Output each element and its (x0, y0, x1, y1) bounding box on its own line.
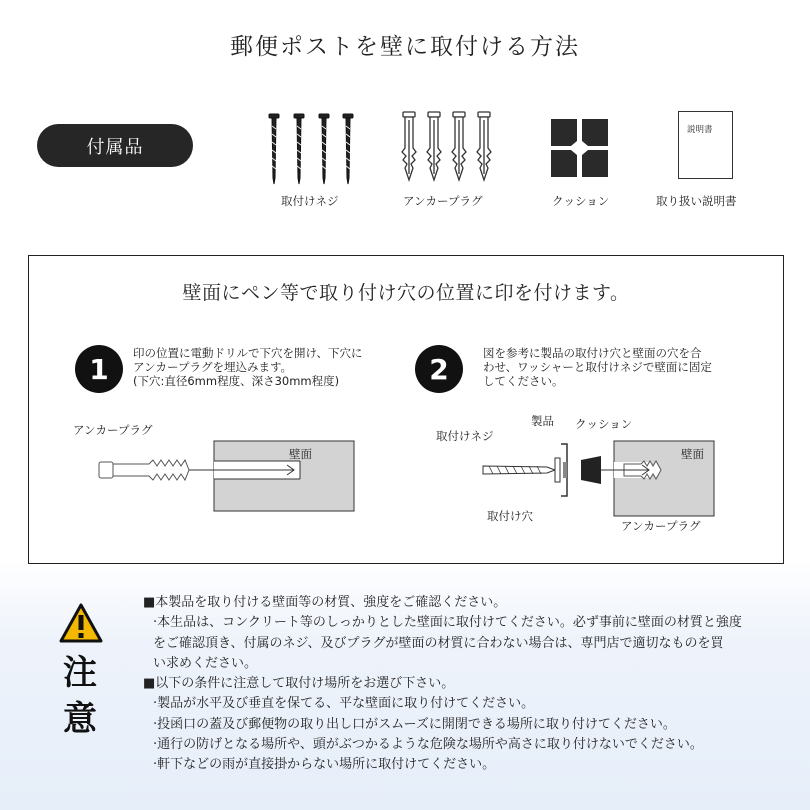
caution-word: 注 意 (63, 653, 97, 739)
anchor-plugs-icon (398, 108, 498, 186)
manual-icon (678, 111, 733, 179)
page-title: 郵便ポストを壁に取付ける方法 (230, 34, 580, 60)
caution-note: をご確認頂き、付属のネジ、及びプラグが壁面の材質に合わない場合は、専門店で適切なものを買 (153, 635, 724, 651)
caution-note: ■本製品を取り付ける壁面等の材質、強度をご確認ください。 (143, 595, 507, 610)
step-1-diagram (89, 436, 359, 526)
caution-note: い求めください。 (153, 655, 258, 671)
step-2-wall-label: 壁面 (681, 447, 704, 461)
screws-label: 取付けネジ (281, 194, 339, 208)
screws-icon (266, 110, 356, 185)
step-1-wall-label: 壁面 (289, 447, 312, 461)
instruction-box (28, 255, 784, 564)
cushions-label: クッション (552, 194, 610, 208)
step-1-text: 印の位置に電動ドリルで下穴を開け、下穴に アンカープラグを埋込みます。 (下穴:直径6mm程度、深さ30mm程度) (133, 346, 363, 388)
caution-note: ■以下の条件に注意して取付け場所をお選び下さい。 (143, 676, 455, 692)
step-2-product-label: 製品 (531, 414, 554, 428)
step-2-text: 図を参考に製品の取付け穴と壁面の穴を合 わせ、ワッシャーと取付けネジで壁面に固定 してください。 (483, 346, 712, 388)
step-2-hole-label: 取付け穴 (487, 509, 533, 523)
accessories-header: 付属品 (37, 124, 193, 167)
step-1-anchor-label: アンカープラグ (73, 423, 153, 437)
instruction-heading: 壁面にペン等で取り付け穴の位置に印を付けます。 (182, 282, 630, 304)
step-2-screw-label: 取付けネジ (436, 429, 494, 443)
warning-icon (59, 603, 103, 643)
caution-note: ·軒下などの雨が直接掛からない場所に取付けてください。 (153, 757, 496, 773)
step-2-badge: 2 (415, 345, 463, 393)
caution-note: ·本生品は、コンクリート等のしっかりとした壁面に取付けてください。必ず事前に壁面の材質と強度 (153, 615, 742, 631)
step-1-badge: 1 (75, 345, 123, 393)
caution-note: ·通行の防げとなる場所や、頭がぶつかるような危険な場所や高さに取り付けないでください。 (153, 737, 703, 753)
caution-notes (143, 593, 783, 776)
anchor-plugs-label: アンカープラグ (403, 194, 483, 208)
manual-doc-text: 説明書 (687, 125, 713, 135)
step-2-anchor-label: アンカープラグ (621, 519, 701, 533)
manual-label: 取り扱い説明書 (656, 194, 737, 208)
cushions-icon (549, 117, 611, 179)
caution-note: ·投函口の蓋及び郵便物の取り出し口がスムーズに開閉できる場所に取り付けてください。 (153, 716, 676, 732)
caution-note: ·製品が水平及び垂直を保てる、平な壁面に取り付けてください。 (153, 696, 535, 712)
step-2-cushion-label: クッション (575, 417, 633, 431)
